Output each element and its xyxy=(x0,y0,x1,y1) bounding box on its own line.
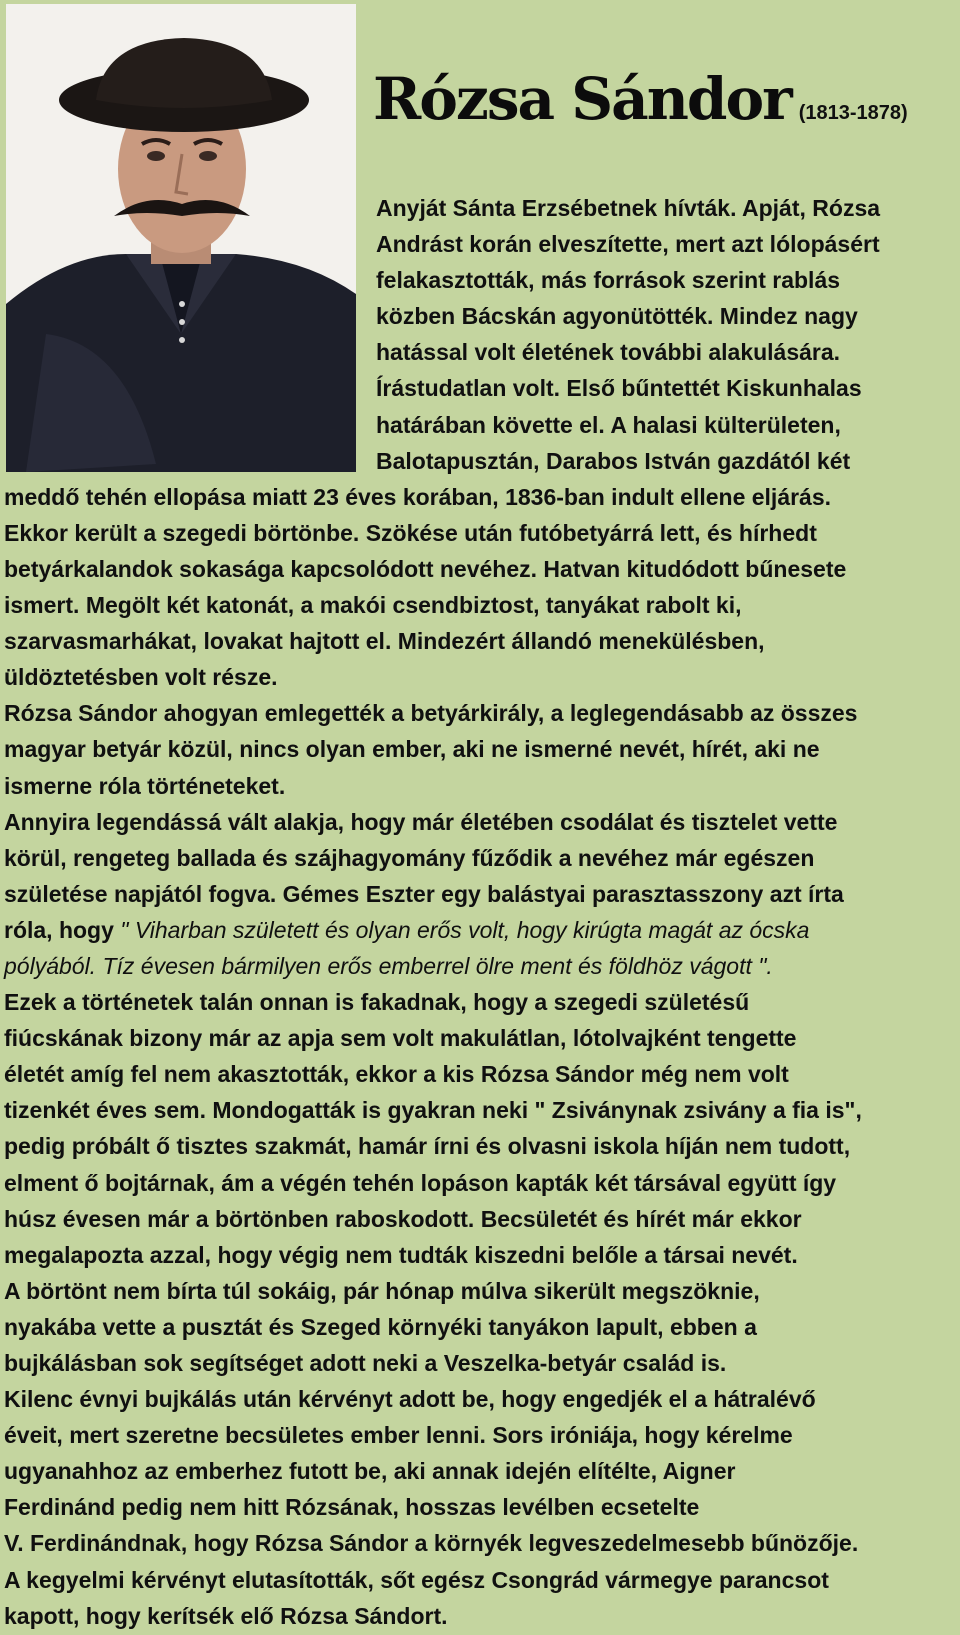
quote-text: " Viharban született és olyan erős volt, hogy kirúgta magát az ócska xyxy=(120,916,810,943)
text-line: kapott, hogy kerítsék elő Rózsa Sándort. xyxy=(4,1602,448,1629)
text-line: születése napjától fogva. Gémes Eszter egy balástyai parasztasszony azt írta xyxy=(4,880,844,907)
text-line: elment ő bojtárnak, ám a végén tehén lopáson kapták két társával együtt így xyxy=(4,1169,837,1196)
text-line: betyárkalandok sokasága kapcsolódott nevéhez. Hatvan kitudódott bűnesete xyxy=(4,555,847,582)
text-line: Rózsa Sándor ahogyan emlegették a betyárkirály, a leglegendásabb az összes xyxy=(4,700,858,727)
text-line-lead: róla, hogy xyxy=(4,916,121,943)
text-line: Ferdinánd pedig nem hitt Rózsának, hosszas levélben ecsetelte xyxy=(4,1494,700,1521)
text-line: Ezek a történetek talán onnan is fakadnak, hogy a szegedi születésű xyxy=(4,989,750,1016)
text-line: életét amíg fel nem akasztották, ekkor a kis Rózsa Sándor még nem volt xyxy=(4,1061,789,1088)
text-line: megalapozta azzal, hogy végig nem tudták kiszedni belőle a társai nevét. xyxy=(4,1241,798,1268)
text-line: meddő tehén ellopása miatt 23 éves korában, 1836-ban indult ellene eljárás. xyxy=(4,483,832,510)
text-line: húsz évesen már a börtönben raboskodott. Becsületét és hírét már ekkor xyxy=(4,1205,802,1232)
text-line: A kegyelmi kérvényt elutasították, sőt egész Csongrád vármegye parancsot xyxy=(4,1566,829,1593)
text-line: Anyját Sánta Erzsébetnek hívták. Apját, Rózsa xyxy=(376,195,881,221)
text-line: hatással volt életének további alakulására. xyxy=(376,339,841,366)
text-line: tizenkét éves sem. Mondogatták is gyakran neki " Zsiványnak zsivány a fia is", xyxy=(4,1097,862,1124)
text-line: nyakába vette a pusztát és Szeged környéki tanyákon lapult, ebben a xyxy=(4,1313,757,1340)
text-line: üldöztetésben volt része. xyxy=(4,664,278,691)
text-line: bujkálásban sok segítséget adott neki a Veszelka-betyár család is. xyxy=(4,1350,727,1376)
text-line: ugyanahhoz az emberhez futott be, aki annak idején elítélte, Aigner xyxy=(4,1458,736,1485)
text-line: körül, rengeteg ballada és szájhagyomány fűződik a nevéhez már egészen xyxy=(4,844,815,871)
page-title: Rózsa Sándor xyxy=(373,65,791,133)
text-line: magyar betyár közül, nincs olyan ember, aki ne ismerné nevét, hírét, aki ne xyxy=(4,736,820,763)
text-line-mixed xyxy=(4,912,958,948)
life-years: (1813-1878) xyxy=(798,102,908,124)
text-line: Annyira legendássá vált alakja, hogy már életében csodálat és tisztelet vette xyxy=(4,808,838,835)
quote-text: pólyából. Tíz évesen bármilyen erős emberrel ölre ment és földhöz vágott ". xyxy=(4,952,773,979)
text-line: V. Ferdinándnak, hogy Rózsa Sándor a környék legveszedelmesebb bűnözője. xyxy=(4,1530,859,1557)
text-line: éveit, mert szeretne becsületes ember lenni. Sors iróniája, hogy kérelme xyxy=(4,1422,793,1449)
text-line: A börtönt nem bírta túl sokáig, pár hónap múlva sikerült megszöknie, xyxy=(4,1277,760,1304)
text-line: határában követte el. A halasi külterületen, xyxy=(376,411,841,438)
text-line: fiúcskának bizony már az apja sem volt makulátlan, lótolvajként tengette xyxy=(4,1025,797,1052)
text-line: Ekkor került a szegedi börtönbe. Szökése után futóbetyárrá lett, és hírhedt xyxy=(4,519,817,546)
text-line: pedig próbált ő tisztes szakmát, hamár írni és olvasni iskola híján nem tudott, xyxy=(4,1133,851,1160)
text-line: szarvasmarhákat, lovakat hajtott el. Mindezért állandó menekülésben, xyxy=(4,628,765,655)
text-line: felakasztották, más források szerint rablás xyxy=(376,267,841,294)
text-line: közben Bácskán agyonütötték. Mindez nagy xyxy=(376,303,858,330)
text-line: ismerne róla történeteket. xyxy=(4,772,286,799)
text-line: Kilenc évnyi bujkálás után kérvényt adott be, hogy engedjék el a hátralévő xyxy=(4,1386,816,1413)
text-line: Balotapusztán, Darabos István gazdától két xyxy=(376,447,851,474)
text-line: Andrást korán elveszítette, mert azt lólopásért xyxy=(376,231,880,258)
text-line: Írástudatlan volt. Első bűntettét Kiskunhalas xyxy=(376,375,862,402)
biography-text xyxy=(4,190,958,1634)
title-row xyxy=(373,65,908,133)
text-line: ismert. Megölt két katonát, a makói csendbiztost, tanyákat rabolt ki, xyxy=(4,592,742,619)
